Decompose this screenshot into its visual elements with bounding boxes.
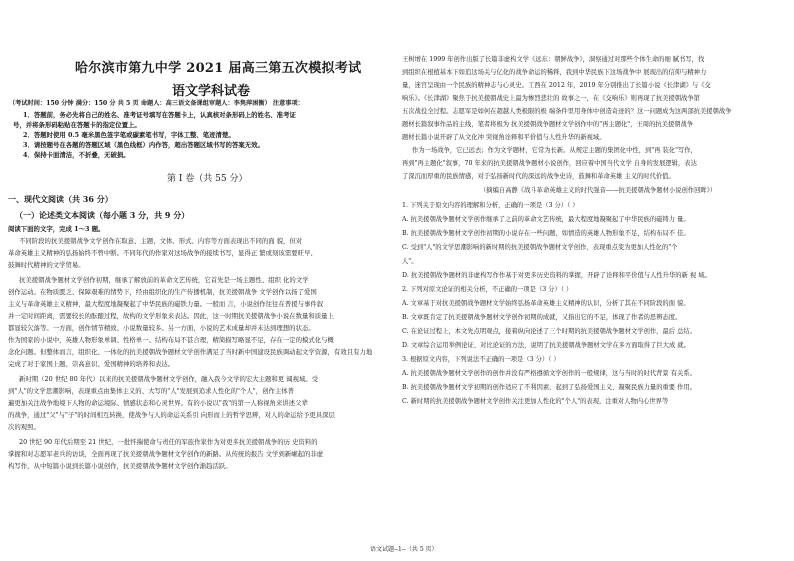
- left-paragraph-line: 革命英雄主义精神的弘扬始终不曾中断。不同年代的作家对这场战争的接续书写，显得正 繁或刻该需要旺早、: [8, 249, 317, 257]
- left-paragraph-line: 念化问题。但整体而言，组织化、一体化的抗美援朝战争题材文学创作满足了当时新中国建设民族调动起文学资源，有效且有力地: [8, 348, 373, 356]
- right-paragraph-line: 题材长篇小说开辟了从文化冲 突视角诠释和平价值与人性升华的新视域。: [402, 134, 606, 141]
- exam-info: （考试时间：150 分钟 满分：150 分 共 5 页 命题人：高三语文备课组审题人：李隽萍困衡） 注意事项：: [9, 100, 304, 107]
- paper-title: 语文学科试卷: [172, 84, 251, 99]
- question-3-stem: 3. 根据原文内容，下列说法不正确的一项是（3 分）（ ）: [402, 356, 560, 363]
- reading-instruction: 阅读下面的文字，完成 1～3 题。: [8, 225, 105, 233]
- left-paragraph-line: 构写作，从中短篇小说到长篇小说创作，抗美援朝战争题材文学创作渐趋活跃。: [8, 462, 232, 470]
- right-paragraph-line: 到组织在根植基本下如追这场关与亿化的战争命运的稀释，我到中华民族下这场战争中 展现出的信仰与精神力: [402, 69, 707, 76]
- left-paragraph-line: 创作运动。在物质匮乏、保障艰难的情势下，经由组织化的生产传播机制，抗美援朝战争 文学创作以扬了爱国: [8, 288, 317, 296]
- left-paragraph-line: 掌握和对志愿军老兵的访谈，全面再现了抗美援朝战争题材文学创作的新路。从传统的报告 文学到新崛起的非虚: [8, 450, 324, 458]
- left-paragraph-line: 鼓舞时代精神的文学贸易。: [8, 261, 85, 269]
- left-paragraph-line: 到"人"的文学思潮影响，表现重点由集体主义的、大写的"人"发展到追求人性化的"个人"，创作主体普: [8, 387, 295, 395]
- left-paragraph-line: 次的观照。: [8, 423, 40, 431]
- question-3-option-a: A. 抗美援朝战争题材文学创作的创作并没有严格遵循文学创作的一般规律，这与当时的时代背景 有关系。: [402, 370, 696, 377]
- question-2-stem: 2. 下列对原文论证的相关分析，不正确的一项是（3 分）（ ）: [402, 286, 573, 293]
- right-paragraph-line: 再到"再主题化"叙事，70 年来的抗美援朝战争题材小说创作，回应着中国当代文学 自身的发展逻辑，表达: [402, 160, 697, 167]
- notice-1: 1．答题前，务必先将自己的姓名、准考证号填写在答题卡上，认真核对条形码上的姓名、准考证: [23, 111, 296, 119]
- question-1-option-a: A. 抗美援朝战争题材文学创作继承了之前的革命文艺传统，最大程度地凝聚起了中华民族的磁铸力 量。: [402, 216, 690, 223]
- question-1-option-b: B. 抗美援朝战争题材文学创作初期的小说存在一些问题，如情造的英雄人物形象不足，结构布局不 佳。: [402, 230, 690, 237]
- left-paragraph-line: 完成了对于家国上题、崇高意识、爱国精神的培养和表达。: [8, 360, 175, 368]
- question-1-stem: 1. 下列关于原文内容的理解和分析，正确的一项是（3 分）（ ）: [402, 202, 579, 209]
- question-1-option-d: D. 抗美援朝战争题材的非虚构写作作基于对更多历史资料的掌握，开辟了诠释和平价值与人性升华的新 视 域。: [402, 272, 711, 279]
- right-paragraph-line: 王树增在 1999 年创作出版了长篇非虚构文学《远东：朝鲜战争》，洞察通过对那些个体生命的细 腻书写，找: [402, 56, 705, 63]
- school-title: 哈尔滨市第九中学 2021 届高三第五次模拟考试: [75, 61, 362, 76]
- right-paragraph-line: 响乐》。《长津湖》聚焦于抗美援朝战史上最为惨烈悲壮的 故事之一，在《交响乐》则再现了抗美援朝战争第: [402, 95, 700, 102]
- left-paragraph-line: 作为国家的小说中，英雄人物形象单调、性格单一、结构布局不甚合理，精简描写略显不足，存在一定的模式化与概: [8, 336, 334, 344]
- left-paragraph-line: 主义与革命英雄主义精神，最大程度地凝聚起了中华民族的磁铁力量。一般而 言，小说创作往往在普援与事件叙: [8, 300, 324, 308]
- right-paragraph-line: 了深沉而厚重的民族情感，对于弘扬新时代的深远的战争史诗，鼓舞和革命英雄 主义的时代价值。: [402, 173, 675, 180]
- left-paragraph-line: 遍更加关注战争地境下人物的命运境际、情感状态和心灵世界。有的小说以"我"的第一人称视角来讲述父辈: [8, 399, 308, 407]
- question-2-option-b: B. 文章既肯定了抗美援朝战争题材文学创作初期的成就，又指出它的不足，体现了作者的思辨态度。: [402, 314, 682, 321]
- question-2-option-a: A. 文章基于对抗美援朝战争题材文学始终弘扬革命英雄主义精神的认识，分析了其在不同阶段的面 貌。: [402, 300, 690, 307]
- right-paragraph-line: 题材长篇叙事作品的主线，笔者将极为 抗美援朝战争题材文学创作中的"再主题化"，王周的抗美援朝战争: [402, 121, 694, 128]
- notice-3: 3．请按题号在各题的答题区域（黑色线框）内作答，超出答题区域书写的答案无效。: [23, 141, 264, 149]
- section-heading: 一、现代文阅读（共 36 分）: [8, 194, 113, 204]
- question-1-option-c-cont: 人"。: [402, 258, 418, 265]
- question-3-option-b: B. 抗美援朝战争题材文学初期的创作适应了不利因素，起到了弘扬爱国主义、凝聚民族力量的重要 作用。: [402, 384, 696, 391]
- question-1-option-c: C. 受到"人"的文学思潮影响的新时期的抗美援朝战争题材文学创作，表现重点变为更加人性化的"个: [402, 244, 678, 251]
- notice-2: 2．答题时使用 0.5 毫米黑色签字笔或碳素笔书写，字体工整、笔迹清楚。: [23, 131, 235, 139]
- left-paragraph-line: 不同阶段的抗美援朝战争文学创作在取意、主题、文体、形式、内容等方面表现出不同的面 貌，但对: [19, 237, 303, 245]
- subsection-heading: （一）论述类文本阅读（每小题 3 分，共 9 分）: [15, 210, 190, 220]
- right-paragraph-line: 作为一场战争，它已远去；作为文学题材，它常为长新。从规定主题的集团化中性，到"再 装化"写作，: [412, 147, 697, 154]
- left-paragraph-line: 新时期（20 世纪 80 年代）以来的抗美援朝战争题材文学创作，融入我今文学的宏大主题和更 阔视域。受: [19, 375, 319, 383]
- notice-4: 4．保持卡面清洁，不折叠，无破损。: [23, 151, 130, 159]
- volume-title: 第 I 卷（共 55 分）: [167, 174, 248, 184]
- right-paragraph-line: 量，迷宫呈现由一个民族的精神志与心灵史。工西在 2012 年，2019 年分别推出了长篇小说《长津湖》与《交: [402, 82, 711, 89]
- left-paragraph-line: 都显较欠落等。一方面，创作情节精致、小说数量较多。另一方面，小说的艺术成量却并未达到理想的状态。: [8, 324, 315, 332]
- notice-1b: 号，并将条形码粘贴在答题卡的指定位置上。: [13, 121, 141, 129]
- left-paragraph-line: 20 世纪 90 年代后期至 21 世纪，一批怀揣使命与责任的军旅作家作为对更多抗美援朝战争的历 史资料的: [19, 438, 318, 446]
- question-3-option-c: C. 新时期的抗美援朝战争题材文学创作关注更加人性化的"个人"的表现，注重对人物内心世界等: [402, 398, 669, 405]
- question-2-option-c: C. 在论证过程上，本文先点明观点，接着纵向论述了三个时期的抗美援朝战争题材文学创作，最后 总结。: [402, 328, 696, 335]
- left-paragraph-line: 的战争，通过"父"与"子"的时间相互转换，使战争与人的命运关系引 向形而上的哲学思辨，对人的命运给予更具深层: [8, 411, 335, 419]
- right-paragraph-line: 五次战役全过程。志愿军是如何在超越人类极限的极 端条件里用身体中创造奇迹的？这一问题成为这两部抗美援朝战争: [402, 108, 732, 115]
- page-footer: 语文试题--1--（共 5 页）: [370, 546, 438, 553]
- left-paragraph-line: 并一定时间距离，需要较长的酝酿过程，故构的文学形象来表达。因此，这一时期抗美援朝战争小说在数量和质量上: [8, 312, 334, 320]
- question-2-option-d: D. 文章综合运用举例论证、对比论证的方法，说明了抗美援朝战争题材文学在多方面取得了巨大成 就。: [402, 342, 690, 349]
- source-citation: （摘编自高静《战斗革命英雄主义的时代强音——抗美援朝战争题材小说创作回眸》）: [480, 187, 717, 194]
- left-paragraph-line: 抗美援朝战争题材文学创作初期，继承了解放前的革命文艺传统，它首先是一场主题性、组织 化的文学: [19, 276, 309, 284]
